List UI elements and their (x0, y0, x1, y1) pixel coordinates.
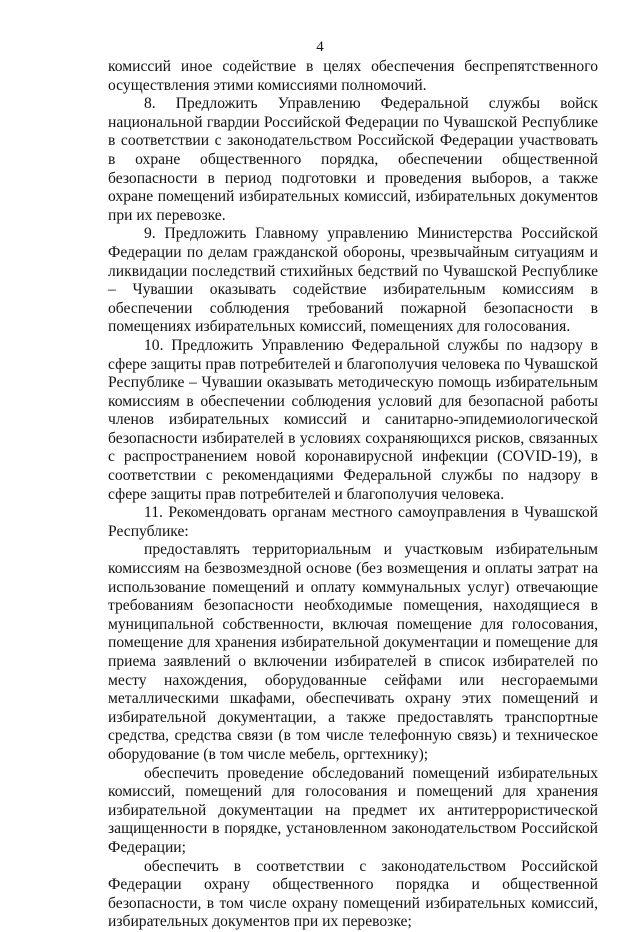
page-number: 4 (316, 39, 324, 55)
paragraph-item-9: 9. Предложить Главному управлению Министерства Российской Федерации по делам гражданской обороны, чрезвычайным ситуациям и ликвидации последствий стихийных бедствий по Чувашской Республике – Чувашии оказывать содействие избирательным комиссиям в обеспечении соблюдения требований пожарной безопасности в помещениях избирательных комиссий, помещениях для голосования. (108, 225, 598, 336)
paragraph-continuation: комиссий иное содействие в целях обеспечения беспрепятственного осуществления этими комиссиями полномочий. (108, 58, 598, 94)
paragraph-subitem-inspections: обеспечить проведение обследований помещений избирательных комиссий, помещений для голосования и помещений для хранения избирательной документации на предмет их антитеррористической защищенности в порядке, установленном законодательством Российской Федерации; (108, 764, 598, 856)
paragraph-item-8: 8. Предложить Управлению Федеральной службы войск национальной гвардии Российской Федерации по Чувашской Республике в соответствии с законодательством Российской Федерации участвовать в охране общественного порядка, обеспечении общественной безопасности в период подготовки и проведения выборов, а также охране помещений избирательных комиссий, избирательных документов при их перевозке. (108, 95, 598, 224)
paragraph-item-10: 10. Предложить Управлению Федеральной службы по надзору в сфере защиты прав потребителей и благополучия человека по Чувашской Республике – Чувашии оказывать методическую помощь избирательным комиссиям в обеспечении соблюдения условий для безопасной работы членов избирательных комиссий и санитарно-эпидемиологической безопасности избирателей в условиях сохраняющихся рисков, связанных с распространением новой коронавирусной инфекции (COVID-19), в соответствии с рекомендациями Федеральной службы по надзору в сфере защиты прав потребителей и благополучия человека. (108, 336, 598, 503)
paragraph-subitem-security: обеспечить в соответствии с законодательством Российской Федерации охрану общественного порядка и общественной безопасности, в том числе охрану помещений избирательных комиссий, избирательных документов при их перевозке; (108, 857, 598, 931)
paragraph-item-11: 11. Рекомендовать органам местного самоуправления в Чувашской Республике: (108, 504, 598, 540)
document-body (108, 58, 598, 932)
paragraph-subitem-premises: предоставлять территориальным и участковым избирательным комиссиям на безвозмездной основе (без возмещения и оплаты затрат на использование помещений и оплату коммунальных услуг) отвечающие требованиям безопасности необходимые помещения, находящиеся в муниципальной собственности, включая помещение для голосования, помещение для хранения избирательной документации и помещение для приема заявлений о включении избирателей в список избирателей по месту нахождения, оборудованные сейфами или несгораемыми металлическими шкафами, обеспечивать охрану этих помещений и избирательной документации, а также предоставлять транспортные средства, средства связи (в том числе телефонную связь) и техническое оборудование (в том числе мебель, оргтехнику); (108, 541, 598, 763)
